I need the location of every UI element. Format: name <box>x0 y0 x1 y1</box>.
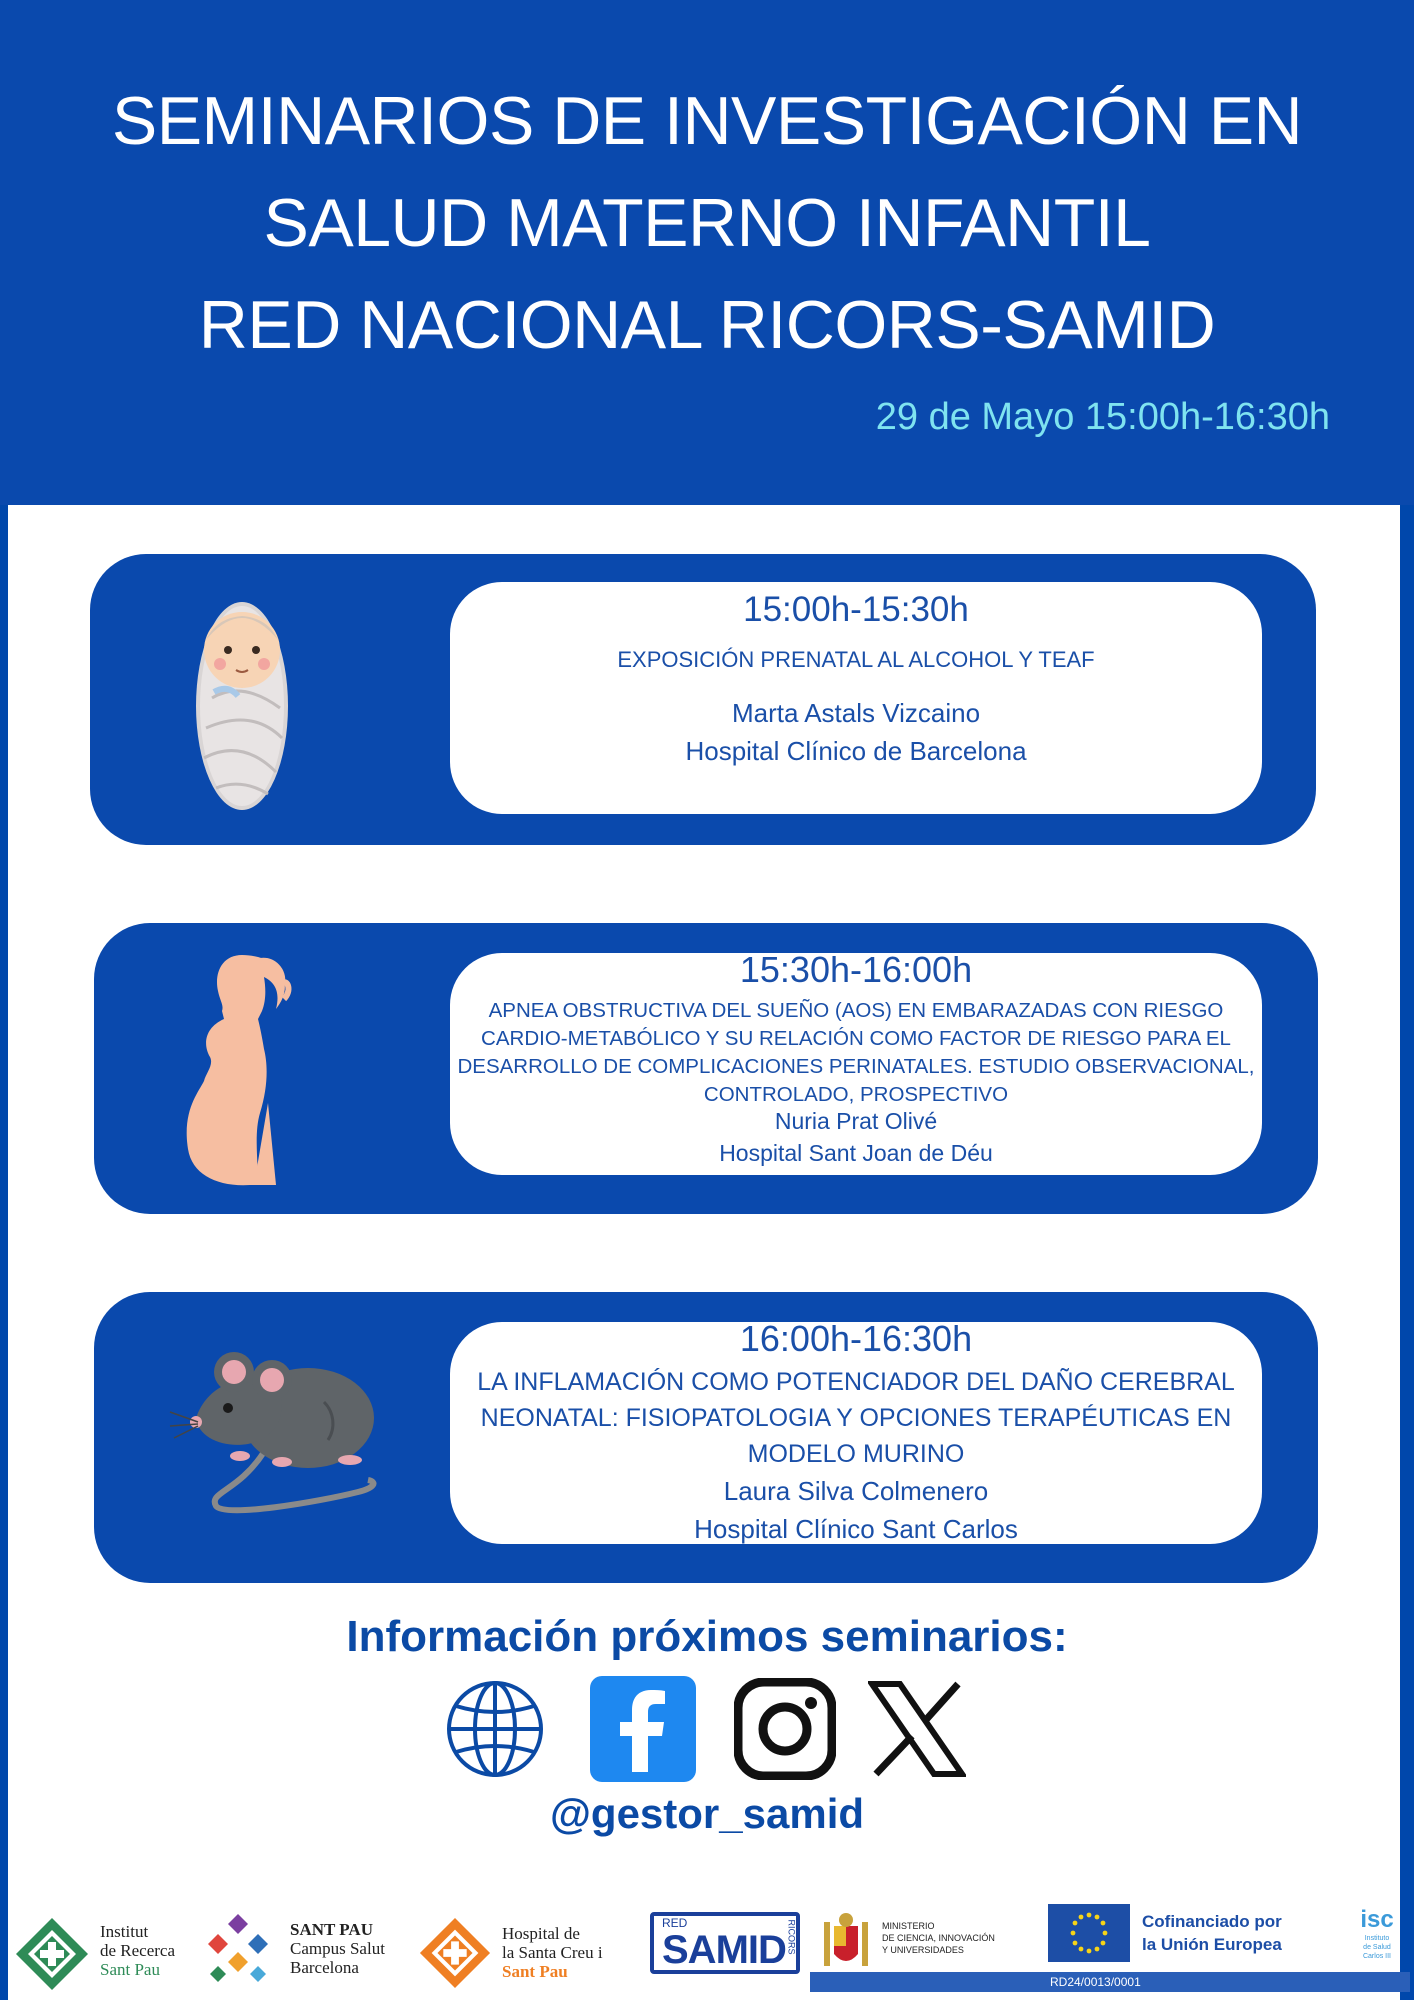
header-banner <box>0 0 1414 505</box>
session-topic-2: APNEA OBSTRUCTIVA DEL SUEÑO (AOS) EN EMBARAZADAS CON RIESGO CARDIO-METABÓLICO Y SU RELACIÓN COMO FACTOR DE RIESGO PARA EL DESARROLLO DE COMPLICACIONES PERINATALES. ESTUDIO OBSERVACIONAL, CONTROLADO, PROSPECTIVO <box>457 999 1255 1106</box>
spain-coat-icon <box>820 1910 872 1974</box>
instagram-icon[interactable] <box>734 1678 836 1780</box>
session-info-1 <box>450 582 1262 814</box>
pregnant-woman-icon <box>184 953 314 1189</box>
facebook-icon[interactable] <box>590 1676 696 1782</box>
ministerio-text: MINISTERIO DE CIENCIA, INNOVACIÓN Y UNIVERSIDADES <box>882 1921 995 1955</box>
campus-logo <box>200 1912 276 1988</box>
funding-code: RD24/0013/0001 <box>1050 1975 1141 1989</box>
irsp-text: Institut de Recerca Sant Pau <box>100 1922 176 1979</box>
baby-icon <box>172 588 312 812</box>
session-card-3 <box>94 1292 1318 1583</box>
title-line-3: RED NACIONAL RICORS-SAMID <box>198 287 1216 363</box>
session-institution-2: Hospital Sant Joan de Déu <box>719 1140 993 1166</box>
hospital-text: Hospital de la Santa Creu i Sant Pau <box>502 1924 603 1981</box>
session-time-2: 15:30h-16:00h <box>739 949 973 990</box>
eu-text: Cofinanciado por la Unión Europea <box>1142 1912 1282 1954</box>
hospital-logo <box>418 1916 492 1990</box>
funding-code-bar <box>810 1972 1410 1992</box>
session-info-2 <box>450 949 1262 1175</box>
session-speaker-1: Marta Astals Vizcaino <box>731 698 981 728</box>
event-date: 29 de Mayo 15:00h-16:30h <box>875 396 1330 438</box>
session-institution-3: Hospital Clínico Sant Carlos <box>694 1514 1018 1544</box>
isciii-logo: isc Instituto de Salud Carlos III <box>1360 1906 1394 1960</box>
page-title <box>0 70 1414 376</box>
session-topic-3: LA INFLAMACIÓN COMO POTENCIADOR DEL DAÑO CEREBRAL NEONATAL: FISIOPATOLOGIA Y OPCIONES TERAPÉUTICAS EN MODELO MURINO <box>477 1368 1235 1468</box>
session-speaker-3: Laura Silva Colmenero <box>723 1476 989 1506</box>
globe-icon[interactable] <box>444 1678 546 1780</box>
session-card-1 <box>90 554 1316 845</box>
title-line-1: SEMINARIOS DE INVESTIGACIÓN EN <box>111 83 1303 159</box>
session-speaker-2: Nuria Prat Olivé <box>774 1108 938 1134</box>
irsp-logo <box>14 1916 90 1992</box>
next-seminars-title: Información próximos seminarios: <box>346 1612 1068 1661</box>
session-card-2 <box>94 923 1318 1214</box>
mouse-icon <box>168 1342 388 1514</box>
session-info-3 <box>450 1318 1262 1544</box>
session-time-3: 16:00h-16:30h <box>739 1318 973 1359</box>
social-handle: @gestor_samid <box>549 1790 865 1837</box>
samid-logo: RED SAMID RICORS <box>650 1902 802 1982</box>
eu-flag-icon <box>1048 1904 1130 1962</box>
session-time-1: 15:00h-15:30h <box>743 590 969 629</box>
x-icon[interactable] <box>868 1680 966 1778</box>
session-institution-1: Hospital Clínico de Barcelona <box>685 736 1027 766</box>
title-line-2: SALUD MATERNO INFANTIL <box>263 185 1151 261</box>
campus-text: SANT PAU Campus Salut Barcelona <box>290 1920 385 1977</box>
session-topic-1: EXPOSICIÓN PRENATAL AL ALCOHOL Y TEAF <box>617 647 1095 672</box>
